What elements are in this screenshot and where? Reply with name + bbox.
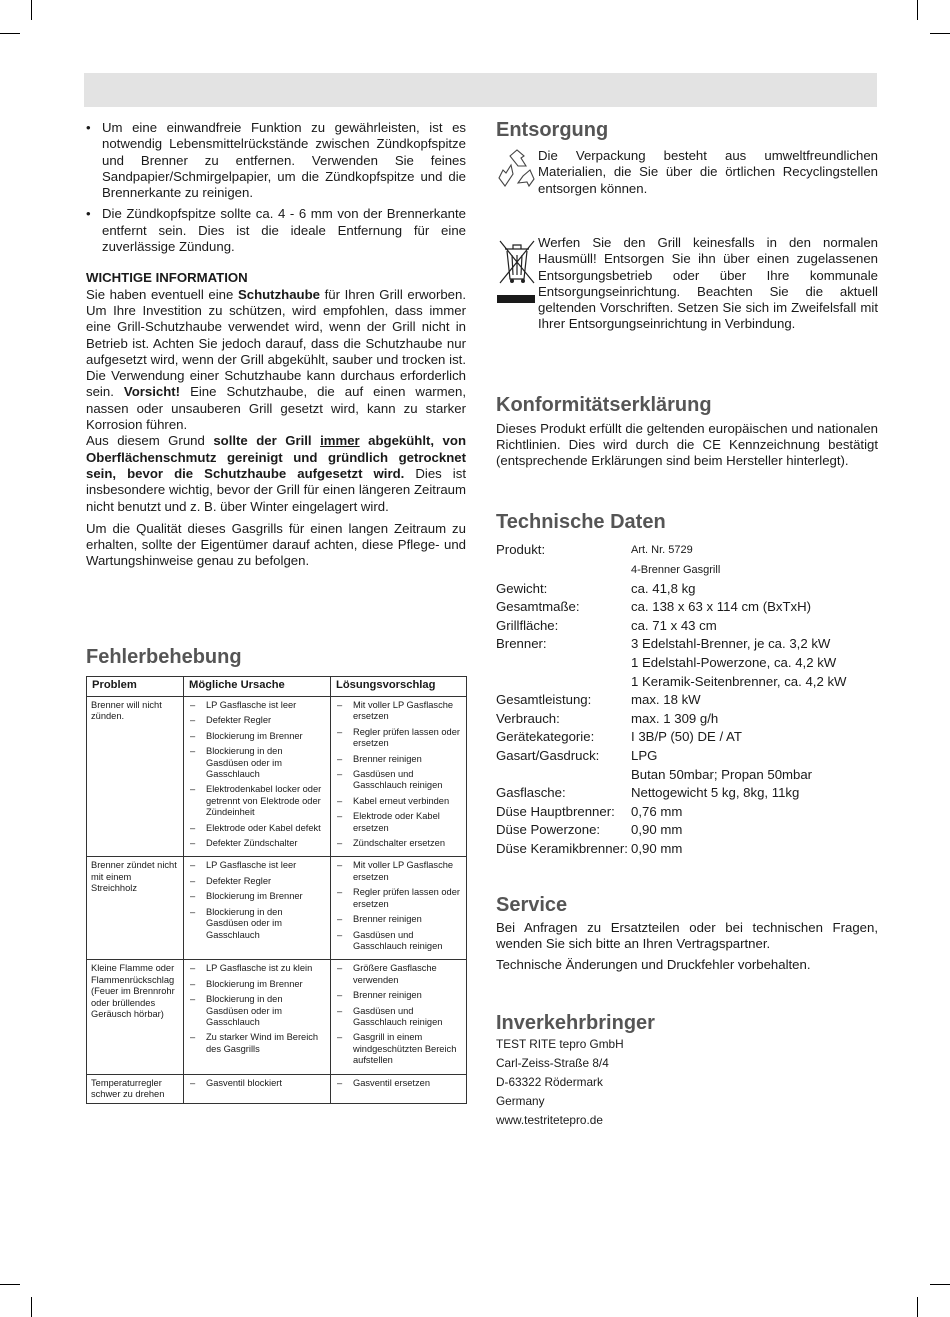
cause-cell [184,697,331,857]
header-band [84,73,877,107]
dash-mark: – [190,906,196,917]
spec-value: 3 Edelstahl-Brenner, je ca. 3,2 kW [631,636,831,652]
table-row [87,1074,467,1104]
spec-row [496,540,878,560]
cause-cell [184,857,331,960]
dash-mark: – [190,838,196,849]
entsorgung-title: Entsorgung [496,119,609,141]
dash-mark: – [190,700,196,710]
entry-text: Elektrode oder Kabel ersetzen [353,811,440,833]
recycling-icon [496,148,538,197]
spec-row [496,560,878,580]
entry-text: Blockierung in den Gasdüsen oder im Gasschlauch [206,994,283,1027]
entry-text: Regler prüfen lassen oder ersetzen [353,887,460,909]
spec-label: Gewicht: [496,580,548,596]
solution-entry [335,1032,462,1066]
entry-text: Defekter Regler [206,875,272,886]
spec-label: Gerätekategorie: [496,729,595,745]
cause-entry [188,746,326,780]
dash-mark: – [337,963,343,974]
problem-cell: Kleine Flamme oder Flammenrückschlag (Feuer im Brennrohr oder brüllendes Geräusch hörbar) [87,960,184,1074]
dash-mark: – [337,1005,343,1016]
list-item: • Die Zündkopfspitze sollte ca. 4 - 6 mm von der Brennerkante entfernt sein. Dies ist die ideale Entfernung für eine zuverlässige Zündung. [86,206,466,255]
dash-mark: – [190,860,196,871]
spec-value: max. 18 kW [631,692,701,708]
spec-row [496,840,878,859]
dash-mark: – [190,978,196,989]
maintenance-list [86,120,466,255]
dash-mark: – [190,822,196,833]
crop-mark [930,1284,950,1285]
spec-label: Gesamtleistung: [496,692,592,708]
crop-mark [0,33,20,34]
entry-text: Blockierung in den Gasdüsen oder im Gasschlauch [206,906,283,940]
column-header: Lösungsvorschlag [331,677,467,697]
info-paragraph-1 [86,287,466,434]
entry-text: LP Gasflasche ist leer [206,860,297,871]
spec-value: Butan 50mbar; Propan 50mbar [631,766,813,782]
table-row [87,960,467,1074]
spec-row [496,784,878,803]
spec-value: 1 Keramik-Seitenbrenner, ca. 4,2 kW [631,673,847,689]
list-item: • Um eine einwandfreie Funktion zu gewährleisten, ist es notwendig Lebensmittelrückstände zwischen Zündkopfspitze und Brenner zu entfernen. Verwenden Sie feines Sandpapier/Schmirgelpapier, um die Zündkopfspitze und die Brennerkante zu reinigen. [86,120,466,201]
spec-label: Düse Keramikbrenner: [496,840,628,856]
cause-entry [188,979,326,990]
troubleshoot-title: Fehlerbehebung [86,646,242,668]
spec-row [496,580,878,599]
dash-mark: – [337,1077,343,1088]
cause-entry [188,784,326,818]
spec-row [496,803,878,822]
spec-value: 0,90 mm [631,822,683,838]
list-item-text: Um eine einwandfreie Funktion zu gewährleisten, ist es notwendig Lebensmittelrückstände zwischen Zündkopfspitze und Brenner zu entfernen. Verwenden Sie feines Sandpapier/Schmirgelpapier, um die Zündkopfspitze und die Brennerkante zu reinigen. [102,120,466,201]
solution-entry [335,860,462,883]
spec-label: Verbrauch: [496,710,560,726]
solution-cell [331,697,467,857]
inverkehr-title: Inverkehrbringer [496,1012,655,1035]
spec-value: Nettogewicht 5 kg, 8kg, 11kg [631,785,800,801]
solution-entry [335,1006,462,1029]
dash-mark: – [337,700,343,710]
solution-entry [335,727,462,750]
dash-mark: – [190,891,196,902]
text-run-bold: abgekühlt, von Oberflächenschmutz gereinigt und gründlich getrocknet sein, bevor die Schutzhaube aufgesetzt wird. [86,433,467,481]
dash-mark: – [190,715,196,726]
cause-cell [184,960,331,1074]
crossed-bin-icon [496,235,538,310]
spec-row [496,710,878,729]
dash-mark: – [337,914,343,925]
spec-label [496,560,631,580]
spec-row [496,617,878,636]
cause-entry [188,700,326,711]
dash-mark: – [337,929,343,940]
address-line: TEST RITE tepro GmbH [496,1037,624,1052]
entry-text: Gasgrill in einem windgeschützten Bereich aufstellen [353,1032,457,1066]
text-run-underline: immer [320,433,360,449]
cause-entry [188,1078,326,1089]
service-paragraph-1: Bei Anfragen zu Ersatzteilen oder bei technischen Fragen, wenden Sie sich bitte an Ihren Vertragspartner. [496,919,878,951]
entry-text: Mit voller LP Gasflasche ersetzen [353,860,454,882]
spec-value: 4-Brenner Gasgrill [631,563,721,576]
info-paragraph-3: Um die Qualität dieses Gasgrills für einen langen Zeitraum zu erhalten, sollte der Eigentümer darauf achten, diese Pflege- und Wartungshinweise genau zu befolgen. [86,520,466,569]
cause-entry [188,731,326,742]
cause-entry [188,715,326,726]
dash-mark: – [337,990,343,1001]
column-header: Mögliche Ursache [184,677,331,697]
service-title: Service [496,893,568,916]
spec-row [496,691,878,710]
entry-text: Brenner reinigen [353,753,422,764]
dash-mark: – [337,887,343,898]
dash-mark: – [337,811,343,822]
address-block [496,1035,878,1130]
crop-mark [0,1284,20,1285]
text-run: Dies ist insbesondere wichtig, bevor der Grill für einen längeren Zeitraum nicht benutzt und z. B. über Winter eingelagert wird. [86,465,466,514]
entry-text: Blockierung im Brenner [206,891,303,902]
crop-mark [917,1297,918,1317]
entry-text: Brenner reinigen [353,914,422,925]
dash-mark: – [190,746,196,757]
spec-label: Gesamtmaße: [496,599,580,615]
cause-cell [184,1074,331,1104]
entry-text: Größere Gasflasche verwenden [353,963,437,985]
address-line: Carl-Zeiss-Straße 8/4 [496,1056,609,1071]
spec-row [496,598,878,617]
solution-cell [331,1074,467,1104]
dash-mark: – [190,1077,196,1088]
spec-value: 0,76 mm [631,803,683,819]
table-header-row [87,677,467,697]
crop-mark [930,33,950,34]
konform-paragraph: Dieses Produkt erfüllt die geltenden europäischen und nationalen Richtlinien. Dies wird durch die CE Kennzeichnung bestätigt (entsprechende Erklärungen sind beim Hersteller hinterlegt). [496,420,878,469]
entry-text: LP Gasflasche ist zu klein [206,963,313,974]
spec-row [496,821,878,840]
table-row [87,857,467,960]
entsorgung-paragraph-1: Die Verpackung besteht aus umweltfreundlichen Materialien, die Sie über die örtlichen Recyclingstellen entsorgen können. [538,148,878,196]
dash-mark: – [190,784,196,795]
entry-text: Gasventil ersetzen [353,1077,430,1088]
solution-entry [335,930,462,953]
cause-entry [188,891,326,902]
service-paragraph-2: Technische Änderungen und Druckfehler vorbehalten. [496,957,811,973]
dash-mark: – [337,795,343,806]
entry-text: Zündschalter ersetzen [353,838,445,849]
solution-entry [335,700,462,723]
entsorgung-device [496,235,878,333]
spec-value: ca. 41,8 kg [631,580,696,596]
spec-list [496,540,878,859]
entry-text: Blockierung im Brenner [206,730,303,741]
spec-label: Brenner: [496,636,547,652]
spec-label [496,673,631,692]
cause-entry [188,994,326,1028]
dash-mark: – [337,726,343,737]
dash-mark: – [190,1032,196,1043]
spec-row [496,673,878,692]
dash-mark: – [337,1032,343,1043]
problem-cell: Brenner will nicht zünden. [87,697,184,857]
entry-text: Defekter Zündschalter [206,838,298,849]
entry-text: Brenner reinigen [353,990,422,1001]
address-line: www.testritetepro.de [496,1113,603,1128]
problem-cell: Brenner zündet nicht mit einem Streichholz [87,857,184,960]
text-run-bold: Vorsicht! [123,384,181,400]
dash-mark: – [190,730,196,741]
solution-entry [335,796,462,807]
cause-entry [188,1032,326,1055]
cause-entry [188,860,326,871]
entry-text: Gasdüsen und Gasschlauch reinigen [353,1005,443,1027]
entry-text: Kabel erneut verbinden [353,795,450,806]
spec-label [496,654,631,673]
spec-value: ca. 71 x 43 cm [631,617,717,633]
spec-label [496,766,631,785]
spec-value: 1 Edelstahl-Powerzone, ca. 4,2 kW [631,655,837,671]
entry-text: Gasdüsen und Gasschlauch reinigen [353,769,443,791]
text-run: Aus diesem Grund [86,433,214,449]
entry-text: Gasventil blockiert [206,1077,282,1088]
entsorgung-paragraph-2: Werfen Sie den Grill keinesfalls in den normalen Hausmüll! Entsorgen Sie ihn über einen zugelassenen Entsorgungsbetrieb oder über Ihre kommunale Entsorgungseinrichtung. Beachten Sie die aktuell geltenden Vorschriften. Setzen Sie sich im Zweifelsfall mit Ihrer Entsorgungseinrichtung in Verbindung. [538,235,878,332]
crop-mark [917,0,918,20]
spec-label: Düse Powerzone: [496,822,601,838]
entry-text: Gasdüsen und Gasschlauch reinigen [353,929,443,951]
spec-value: Art. Nr. 5729 [631,543,693,556]
cause-entry [188,907,326,941]
spec-value: I 3B/P (50) DE / AT [631,729,742,745]
solution-entry [335,754,462,765]
dash-mark: – [337,753,343,764]
dash-mark: – [190,963,196,974]
spec-label: Produkt: [496,541,546,557]
entry-text: Blockierung in den Gasdüsen oder im Gasschlauch [206,746,283,780]
text-run: Eine Schutzhaube, die auf einen warmen, nassen oder unsauberen Grill gesetzt wird, kann zu starker Korrosion führen. [86,384,466,433]
text-run-bold: sollte der Grill [213,433,321,449]
problem-cell: Temperaturregler schwer zu drehen [87,1074,184,1104]
spec-value: ca. 138 x 63 x 114 cm (BxTxH) [631,599,812,615]
dash-mark: – [190,875,196,886]
cause-entry [188,876,326,887]
entry-text: Regler prüfen lassen oder ersetzen [353,726,460,749]
cause-entry [188,963,326,974]
entsorgung-packaging [496,148,878,197]
entry-text: LP Gasflasche ist leer [206,700,297,710]
entry-text: Mit voller LP Gasflasche ersetzen [353,700,454,722]
dash-mark: – [337,860,343,871]
crop-mark [31,0,32,20]
solution-entry [335,914,462,925]
spec-label: Gasart/Gasdruck: [496,748,600,764]
left-column [86,120,466,570]
dash-mark: – [337,838,343,849]
spec-value: 0,90 mm [631,840,683,856]
solution-entry [335,811,462,834]
spec-row [496,635,878,654]
solution-entry [335,990,462,1001]
right-column [496,118,878,1130]
entry-text: Elektrodenkabel locker oder getrennt von Elektrode oder Zündeinheit [206,784,322,818]
address-line: Germany [496,1094,545,1109]
crop-mark [31,1297,32,1317]
column-header: Problem [87,677,184,697]
spec-row [496,766,878,785]
dash-mark: – [190,994,196,1005]
solution-entry [335,887,462,910]
spec-label: Düse Hauptbrenner: [496,803,615,819]
entry-text: Blockierung im Brenner [206,978,303,989]
tech-title: Technische Daten [496,510,666,533]
troubleshoot-table [86,676,467,1104]
solution-entry [335,1078,462,1089]
table-row [87,697,467,857]
text-run-bold: Schutzhaube [237,286,320,302]
solution-entry [335,963,462,986]
list-item-text: Die Zündkopfspitze sollte ca. 4 - 6 mm von der Brennerkante entfernt sein. Dies ist die ideale Entfernung für eine zuverlässige Zündung. [102,206,466,255]
info-heading: WICHTIGE INFORMATION [86,270,248,286]
spec-label: Grillfläche: [496,617,559,633]
spec-value: LPG [631,748,658,764]
entry-text: Elektrode oder Kabel defekt [206,822,321,833]
entry-text: Defekter Regler [206,715,272,726]
entry-text: Zu starker Wind im Bereich des Gasgrills [206,1032,319,1054]
spec-row [496,728,878,747]
cause-entry [188,838,326,849]
text-run: für Ihren Grill erworben. Um Ihre Investition zu schützen, wird empfohlen, dass immer eine Grill-Schutzhaube verwendet wird, wenn der Grill nicht in Betrieb ist. Achten Sie jedoch darauf, dass die Schutzhaube nur aufgesetzt wird, wenn der Grill abgekühlt, sauber und trocken ist. Die Verwendung einer Schutzhaube kann durchaus erforderlich sein. [86,286,467,400]
info-paragraph-2 [86,433,466,514]
spec-row [496,747,878,766]
address-line: D-63322 Rödermark [496,1075,603,1090]
text-run: Sie haben eventuell eine [86,286,238,302]
spec-label: Gasflasche: [496,785,566,801]
konform-title: Konformitätserklärung [496,393,712,416]
cause-entry [188,823,326,834]
solution-entry [335,769,462,792]
dash-mark: – [337,769,343,780]
solution-cell [331,857,467,960]
spec-value: max. 1 309 g/h [631,710,719,726]
solution-entry [335,838,462,849]
spec-row [496,654,878,673]
solution-cell [331,960,467,1074]
